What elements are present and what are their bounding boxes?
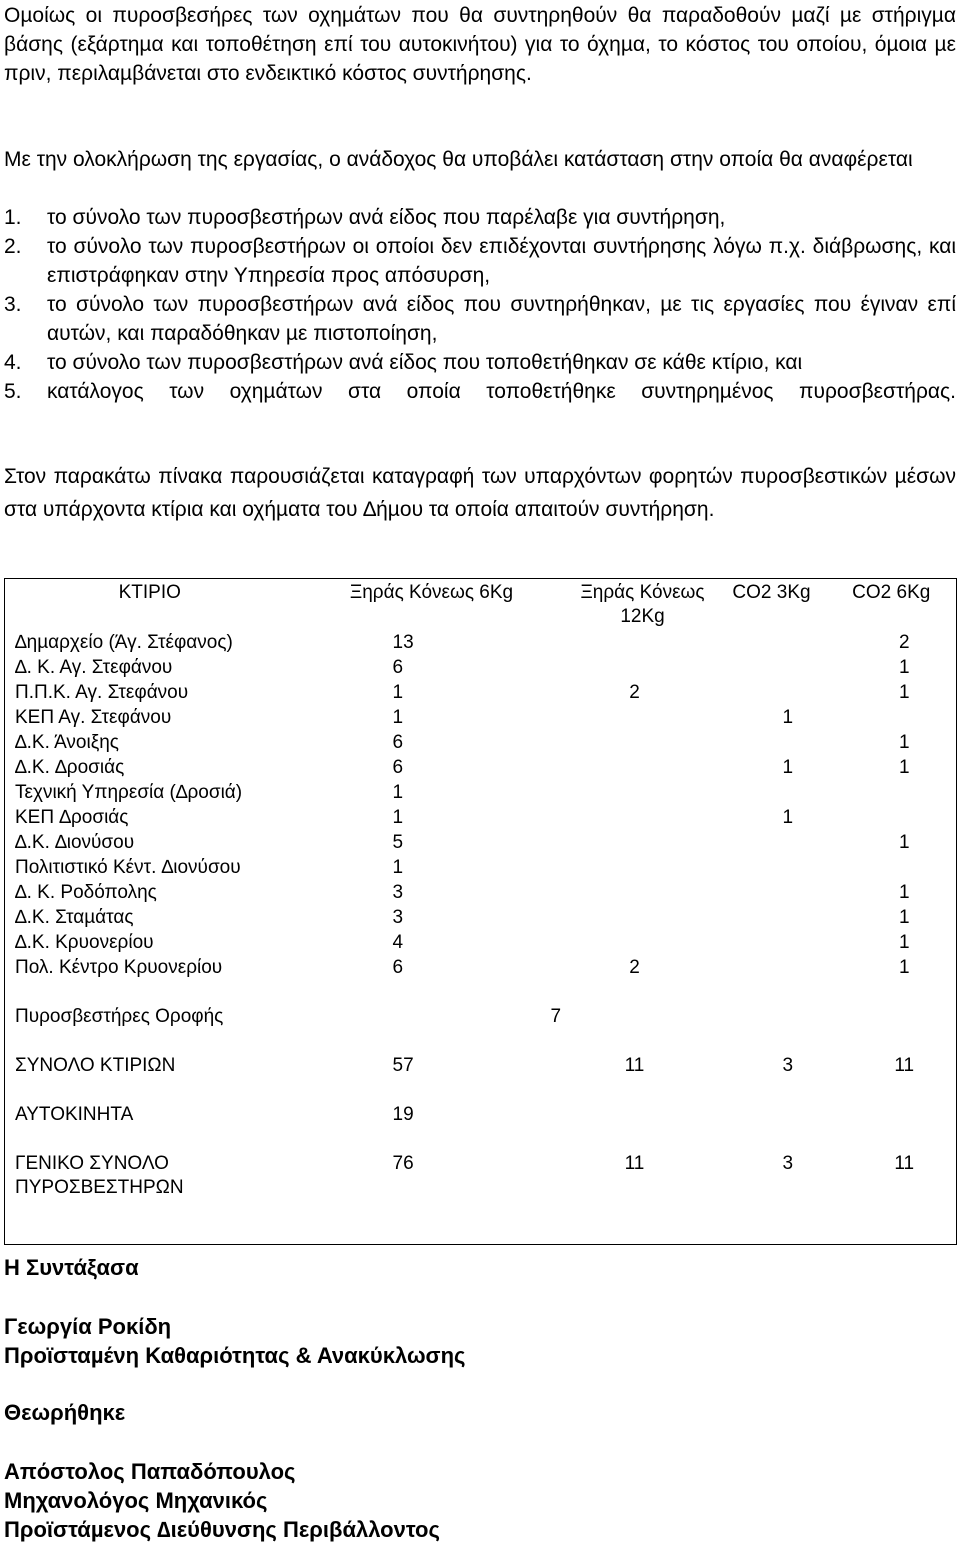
value-cell: 1 <box>392 682 404 703</box>
table-intro-paragraph: Στον παρακάτω πίνακα παρουσιάζεται καταγραφή των υπαρχόντων φορητών πυροσβεστικών µέσων στα υπάρχοντα κτίρια και οχήµατα του ∆ήµου τα οποία απαιτούν συντήρηση. <box>4 465 956 521</box>
list-item-text: το σύνολο των πυροσβεστήρων ανά είδος που παρέλαβε για συντήρηση, <box>47 206 726 229</box>
value-cell <box>827 856 957 881</box>
column-header: ΚΤΙΡΙΟ <box>118 582 181 603</box>
value-cell <box>569 881 717 906</box>
table-row <box>5 831 957 856</box>
building-name-cell: ΚΕΠ ∆ροσιάς <box>15 807 129 828</box>
value-cell <box>827 806 957 831</box>
value-cell: 1 <box>898 757 910 778</box>
value-cell <box>569 706 717 731</box>
building-name-cell: Π.Π.Κ. Αγ. Στεφάνου <box>15 682 189 703</box>
value-cell: 6 <box>392 957 404 978</box>
report-intro: Με την ολοκλήρωση της εργασίας, ο ανάδοχος θα υποβάλει κατάσταση στην οποία θα αναφέρεται <box>4 148 913 171</box>
author-name: Γεωργία Ροκίδη <box>4 1314 172 1339</box>
value-cell <box>717 681 827 706</box>
building-name-cell: ΑΥΤΟΚΙΝΗΤΑ <box>15 1104 134 1125</box>
author-title: Προϊσταµένη Καθαριότητας & Ανακύκλωσης <box>4 1343 466 1368</box>
table-row <box>5 706 957 731</box>
table-row <box>5 956 957 981</box>
list-item-number: 3. <box>4 293 22 316</box>
intro-paragraph: Οµοίως οι πυροσβεσήρες των οχηµάτων που θα συντηρηθούν θα παραδοθούν µαζί µε στήριγµα βάσης (εξάρτηµα και τοποθέτηση επί του αυτοκινήτου) για το όχηµα, το κόστος του οποίου, όµοια µε πριν, περιλαµβάνεται στο ενδεικτικό κόστος συντήρησης. <box>4 4 956 85</box>
value-cell <box>569 631 717 656</box>
value-cell <box>569 731 717 756</box>
spacer-row <box>5 1201 957 1245</box>
value-cell <box>717 931 827 956</box>
table-row <box>5 1005 957 1030</box>
list-item-number: 1. <box>4 206 22 229</box>
list-item-text: το σύνολο των πυροσβεστήρων οι οποίοι δεν επιδέχονται συντήρησης λόγω π.χ. διάβρωσης, και επιστράφηκαν στην Υπηρεσία προς απόσυρση, <box>47 235 956 287</box>
value-cell <box>827 706 957 731</box>
value-cell: 2 <box>898 632 910 653</box>
building-name-cell: ΣΥΝΟΛΟ ΚΤΙΡΙΩΝ <box>15 1055 176 1076</box>
value-cell: 11 <box>894 1055 915 1076</box>
building-name-cell: Πυροσβεστήρες Οροφής <box>15 1006 224 1027</box>
table-header-row <box>5 579 957 632</box>
value-cell: 1 <box>392 857 404 878</box>
building-name-cell: ∆.Κ. Άνοιξης <box>15 732 119 753</box>
table-row <box>5 1103 957 1128</box>
list-item-number: 2. <box>4 235 22 258</box>
value-cell: 3 <box>782 1055 794 1076</box>
column-header: CO2 6Kg <box>852 582 931 603</box>
value-cell: 3 <box>782 1153 794 1174</box>
value-cell: 2 <box>629 682 640 703</box>
value-cell <box>717 831 827 856</box>
building-name-cell: ΓΕΝΙΚΟ ΣΥΝΟΛΟ ΠΥΡΟΣΒΕΣΤΗΡΩΝ <box>15 1153 184 1198</box>
list-item-text: το σύνολο των πυροσβεστήρων ανά είδος που τοποθετήθηκαν σε κάθε κτίριο, και <box>47 351 803 374</box>
spacer-row <box>5 1128 957 1152</box>
table-row <box>5 1152 957 1201</box>
value-cell: 6 <box>392 732 404 753</box>
column-header: CO2 3Kg <box>732 582 811 603</box>
value-cell: 1 <box>782 807 794 828</box>
value-cell <box>569 656 717 681</box>
table-row <box>5 881 957 906</box>
column-header: Ξηράς Κόνεως 6Kg <box>349 582 514 603</box>
author-heading: Η Συντάξασα <box>4 1255 139 1280</box>
table-row <box>5 931 957 956</box>
value-cell <box>569 931 717 956</box>
value-cell: 2 <box>629 957 640 978</box>
value-cell: 3 <box>392 907 404 928</box>
value-cell <box>569 906 717 931</box>
reviewer-title: Προϊστάµενος ∆ιεύθυνσης Περιβάλλοντος <box>4 1517 440 1542</box>
value-cell: 76 <box>392 1153 414 1174</box>
table-row <box>5 906 957 931</box>
table-row <box>5 731 957 756</box>
list-item-text: κατάλογος των οχηµάτων στα οποία τοποθετήθηκε συντηρηµένος πυροσβεστήρας. <box>47 380 956 403</box>
value-cell: 1 <box>898 732 910 753</box>
building-name-cell: Τεχνική Υπηρεσία (∆ροσιά) <box>15 782 243 803</box>
value-cell <box>717 781 827 806</box>
column-header: Ξηράς Κόνεως 12Kg <box>580 582 705 627</box>
value-cell <box>717 656 827 681</box>
building-name-cell: ∆ηµαρχείο (Άγ. Στέφανος) <box>15 632 233 653</box>
value-cell <box>827 781 957 806</box>
value-cell <box>717 881 827 906</box>
value-cell: 7 <box>550 1006 562 1027</box>
value-cell: 1 <box>898 682 910 703</box>
fire-extinguisher-table <box>4 578 957 1245</box>
table-row <box>5 856 957 881</box>
value-cell: 19 <box>392 1104 414 1125</box>
value-cell: 1 <box>782 707 794 728</box>
value-cell <box>717 906 827 931</box>
value-cell: 1 <box>392 807 404 828</box>
value-cell <box>717 631 827 656</box>
value-cell: 11 <box>894 1153 915 1174</box>
table-row <box>5 631 957 656</box>
list-item-number: 5. <box>4 380 22 403</box>
value-cell: 1 <box>898 957 910 978</box>
value-cell <box>717 856 827 881</box>
building-name-cell: ∆.Κ. ∆ροσιάς <box>15 757 125 778</box>
building-name-cell: ∆. Κ. Ροδόπολης <box>15 882 157 903</box>
reviewer-name: Απόστολος Παπαδόπουλος <box>4 1459 296 1484</box>
value-cell: 4 <box>392 932 404 953</box>
value-cell: 1 <box>898 882 910 903</box>
table-row <box>5 806 957 831</box>
value-cell: 13 <box>392 632 414 653</box>
building-name-cell: ΚΕΠ Αγ. Στεφάνου <box>15 707 172 728</box>
spacer-row <box>5 1030 957 1054</box>
value-cell <box>569 856 717 881</box>
spacer-row <box>5 1079 957 1103</box>
value-cell: 1 <box>392 707 404 728</box>
value-cell <box>569 831 717 856</box>
value-cell <box>569 806 717 831</box>
spacer-row <box>5 981 957 1005</box>
value-cell: 11 <box>624 1153 645 1174</box>
building-name-cell: Πολ. Κέντρο Κρυονερίου <box>15 957 223 978</box>
table-row <box>5 681 957 706</box>
building-name-cell: Πολιτιστικό Κέντ. ∆ιονύσου <box>15 857 241 878</box>
value-cell <box>569 781 717 806</box>
value-cell <box>717 956 827 981</box>
building-name-cell: ∆.Κ. ∆ιονύσου <box>15 832 135 853</box>
list-item-text: το σύνολο των πυροσβεστήρων ανά είδος που συντηρήθηκαν, µε τις εργασίες που έγιναν επί αυτών, και παραδόθηκαν µε πιστοποίηση, <box>47 293 956 345</box>
value-cell <box>569 756 717 781</box>
building-name-cell: ∆.Κ. Σταµάτας <box>15 907 134 928</box>
value-cell: 1 <box>898 907 910 928</box>
building-name-cell: ∆.Κ. Κρυονερίου <box>15 932 154 953</box>
value-cell: 1 <box>392 782 404 803</box>
value-cell <box>717 731 827 756</box>
reviewer-role: Μηχανολόγος Μηχανικός <box>4 1488 268 1513</box>
value-cell: 6 <box>392 757 404 778</box>
value-cell: 6 <box>392 657 404 678</box>
value-cell: 1 <box>898 932 910 953</box>
value-cell: 57 <box>392 1055 414 1076</box>
list-item-number: 4. <box>4 351 22 374</box>
value-cell: 1 <box>782 757 794 778</box>
table-row <box>5 756 957 781</box>
table-row <box>5 656 957 681</box>
value-cell: 3 <box>392 882 404 903</box>
value-cell: 1 <box>898 832 910 853</box>
table-row <box>5 781 957 806</box>
building-name-cell: ∆. Κ. Αγ. Στεφάνου <box>15 657 173 678</box>
value-cell: 1 <box>898 657 910 678</box>
reviewed-heading: Θεωρήθηκε <box>4 1400 126 1425</box>
table-row <box>5 1054 957 1079</box>
value-cell: 5 <box>392 832 404 853</box>
value-cell: 11 <box>624 1055 645 1076</box>
